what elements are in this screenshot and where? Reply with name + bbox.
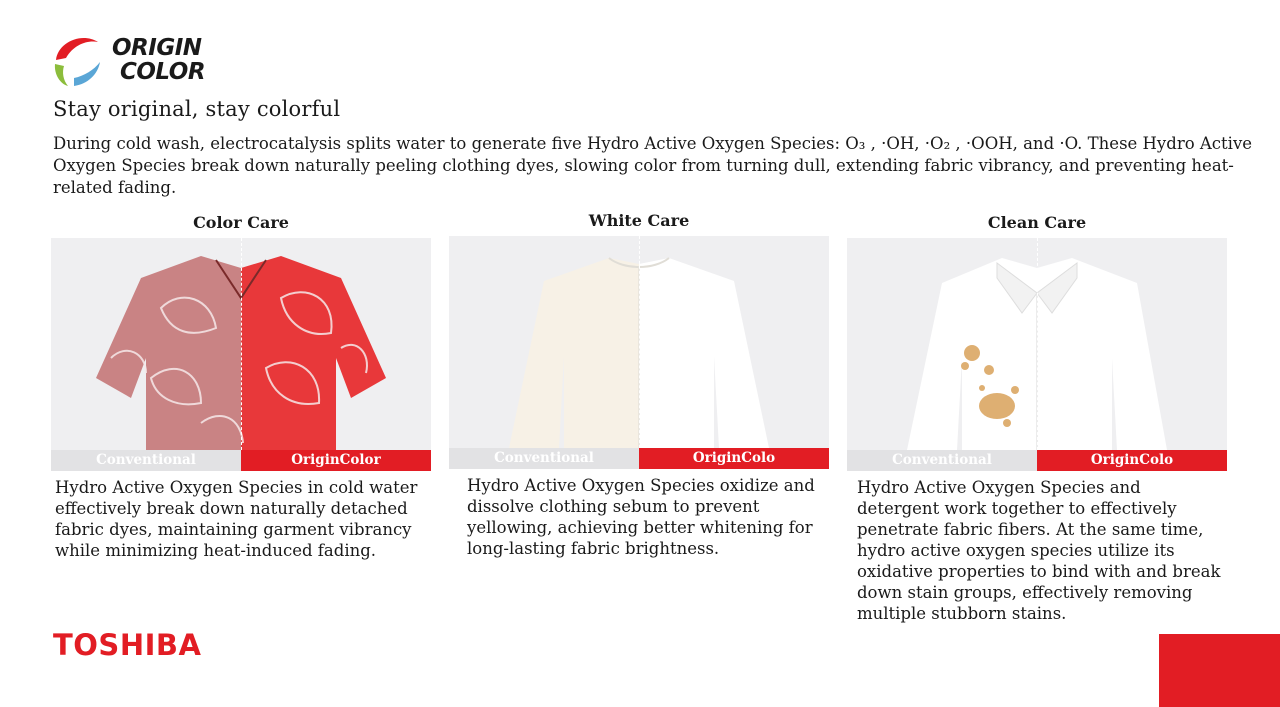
comparison-label-bar bbox=[449, 448, 829, 469]
comparison-label-bar bbox=[51, 450, 431, 471]
logo-line-1: ORIGIN bbox=[112, 35, 202, 61]
comparison-label-bar bbox=[847, 450, 1227, 471]
corner-accent-block bbox=[1159, 634, 1280, 707]
card-title: White Care bbox=[588, 211, 690, 230]
comparison-divider bbox=[1037, 238, 1038, 450]
card-description: Hydro Active Oxygen Species and detergent work together to effectively penetrate fabric fibers. At the same time, hydro active oxygen species utilize its oxidative properties to bind with and break down stain groups, effectively removing multiple stubborn stains. bbox=[857, 478, 1221, 623]
card-color-care bbox=[51, 210, 431, 561]
clean-care-shirt-image bbox=[847, 238, 1227, 450]
comparison-divider bbox=[241, 238, 242, 450]
page-headline: Stay original, stay colorful bbox=[53, 97, 341, 121]
card-title: Clean Care bbox=[987, 213, 1087, 232]
color-care-shirt-image bbox=[51, 238, 431, 450]
conventional-label: Conventional bbox=[847, 450, 1037, 471]
origin-color-logo bbox=[52, 34, 222, 90]
logo-line-2: COLOR bbox=[120, 59, 206, 85]
conventional-label: Conventional bbox=[449, 448, 639, 469]
intro-paragraph: During cold wash, electrocatalysis splits water to generate five Hydro Active Oxygen Species: O₃ , ·OH, ·O₂ , ·OOH, and ·O. These Hydro Active Oxygen Species break down naturally peeling clothing dyes, slowing color from turning dull, extending fabric vibrancy, and preventing heat-related fading. bbox=[53, 134, 1253, 197]
origincolor-label: OriginColor bbox=[241, 450, 431, 471]
origin-color-logo-icon bbox=[52, 34, 108, 90]
card-white-care bbox=[449, 210, 829, 559]
toshiba-logo: TOSHIBA bbox=[53, 628, 202, 662]
card-title: Color Care bbox=[193, 213, 289, 232]
comparison-divider bbox=[639, 236, 640, 448]
logo-wordmark bbox=[112, 36, 205, 84]
origincolor-label: OriginColo bbox=[639, 448, 829, 469]
conventional-label: Conventional bbox=[51, 450, 241, 471]
origincolor-label: OriginColo bbox=[1037, 450, 1227, 471]
card-description: Hydro Active Oxygen Species in cold water effectively break down naturally detached fabric dyes, maintaining garment vibrancy while minimizing heat-induced fading. bbox=[55, 478, 418, 560]
card-clean-care bbox=[847, 210, 1227, 624]
white-care-shirt-image bbox=[449, 236, 829, 448]
card-description: Hydro Active Oxygen Species oxidize and dissolve clothing sebum to prevent yellowing, achieving better whitening for long-lasting fabric brightness. bbox=[467, 476, 815, 558]
